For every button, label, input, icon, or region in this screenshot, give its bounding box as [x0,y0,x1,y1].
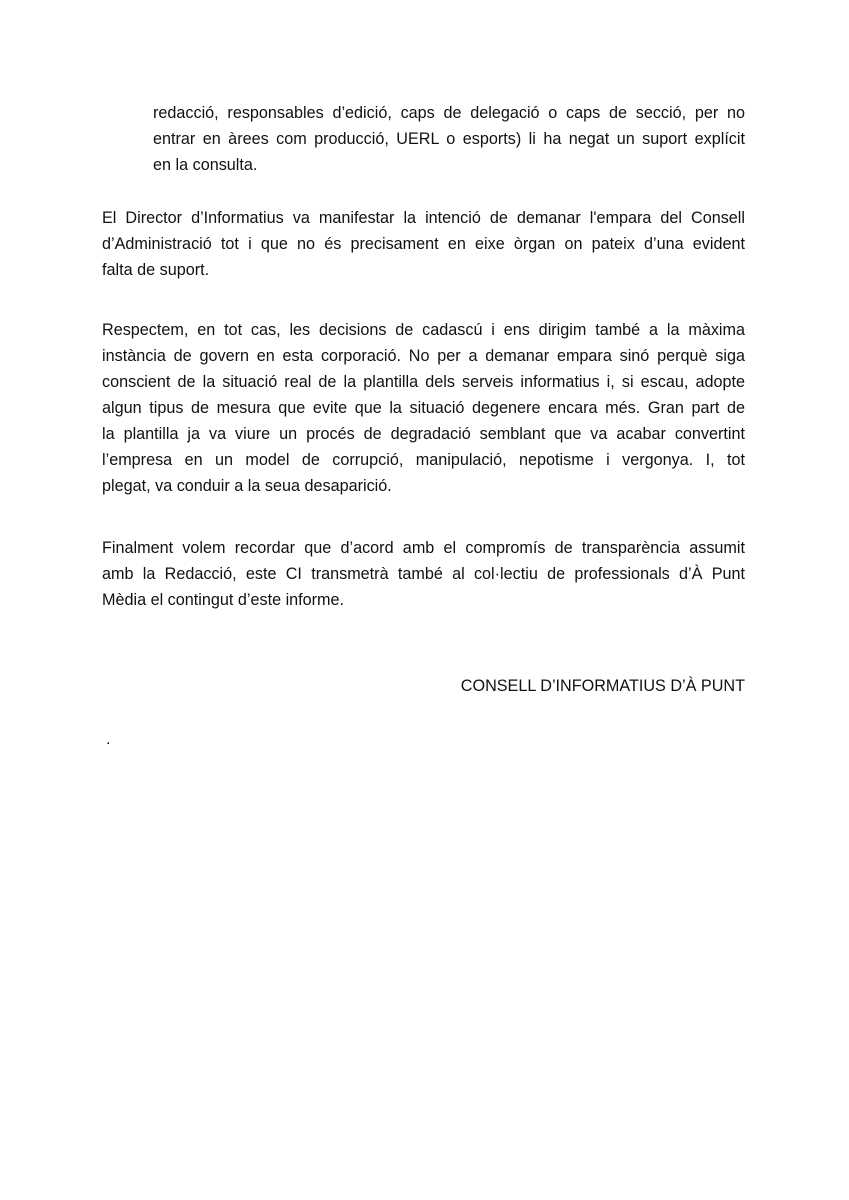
text-line: Respectem, en tot cas, les decisions de cadascú i ens dirigim també a la màxima [102,321,745,339]
text-line: instància de govern en esta corporació. No per a demanar empara sinó perquè siga [102,347,745,365]
text-line: la plantilla ja va viure un procés de degradació semblant que va acabar convertint [102,425,745,443]
text-line: l’empresa en un model de corrupció, manipulació, nepotisme i vergonya. I, tot [102,451,745,469]
text-line: conscient de la situació real de la plantilla dels serveis informatius i, si escau, adopte [102,373,745,391]
text-line: falta de suport. [102,261,210,279]
text-line: plegat, va conduir a la seua desaparició. [102,477,392,495]
signature: CONSELL D’INFORMATIUS D’À PUNT [460,677,745,695]
text-line: amb la Redacció, este CI transmetrà també al col·lectiu de professionals d’À Punt [102,565,745,583]
paragraph-director [102,205,745,283]
text-line: Finalment volem recordar que d’acord amb el compromís de transparència assumit [102,539,745,557]
text-line: d’Administració tot i que no és precisament en eixe òrgan on pateix d’una evident [102,235,745,253]
text-line: en la consulta. [153,156,258,174]
text-line: entrar en àrees com producció, UERL o esports) li ha negat un suport explícit [153,130,745,148]
text-line: Mèdia el contingut d’este informe. [102,591,345,609]
text-line: El Director d’Informatius va manifestar la intenció de demanar l'empara del Consell [102,209,745,227]
text-line: redacció, responsables d’edició, caps de delegació o caps de secció, per no [153,104,745,122]
continued-list-item [153,100,745,178]
paragraph-respectem [102,317,745,499]
text-line: algun tipus de mesura que evite que la situació degenere encara més. Gran part de [102,399,745,417]
stray-mark: . [106,731,111,748]
paragraph-finalment [102,535,745,613]
